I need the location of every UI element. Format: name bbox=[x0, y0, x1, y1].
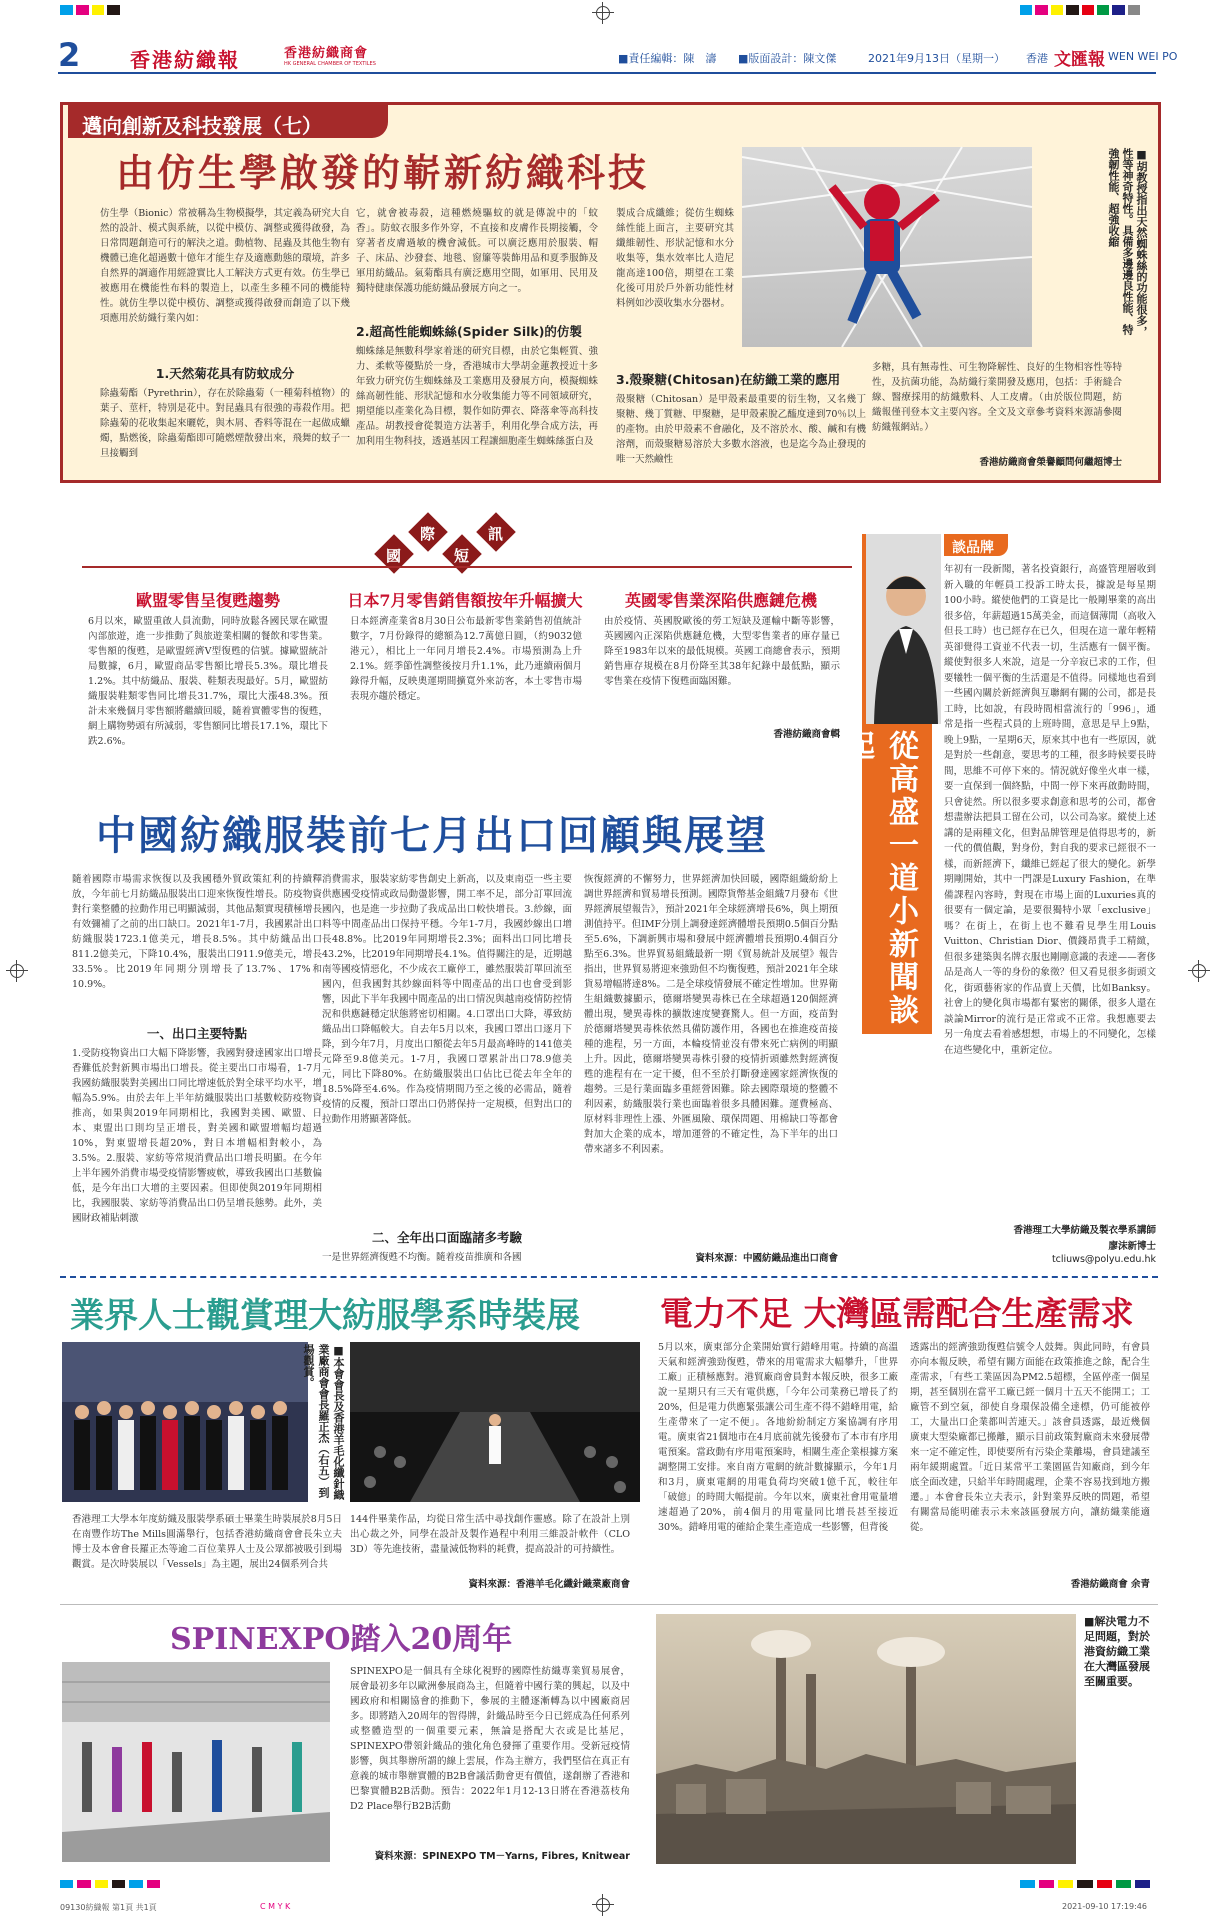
series-headline: 由仿生學啟發的嶄新紡織科技 bbox=[116, 150, 650, 195]
talk-tag-text: 談品牌 bbox=[952, 540, 994, 556]
issue-date: 2021年9月13日（星期一） bbox=[868, 52, 1005, 65]
color-bar-top bbox=[60, 5, 120, 15]
brand-name: 文匯報 bbox=[1054, 50, 1105, 70]
page-number: 2 bbox=[58, 36, 81, 74]
export-sub2: 二、全年出口面臨諸多考驗 bbox=[371, 1230, 522, 1245]
intl-divider bbox=[82, 566, 852, 568]
series-label-text: 邁向創新及科技發展（七） bbox=[82, 114, 322, 138]
fashion-credit: 資料來源：香港羊毛化纖針織業廠商會 bbox=[468, 1579, 630, 1590]
export-col2-end: 一是世界經濟復甦不均衡。隨着疫苗推廣和各國 bbox=[322, 1252, 522, 1263]
color-bar-top bbox=[1020, 5, 1140, 15]
talk-vertical-title: 從高盛一道小新聞談起 bbox=[839, 730, 918, 1027]
fashion-group-illustration bbox=[62, 1342, 308, 1502]
spinexpo-photo bbox=[62, 1662, 330, 1862]
chamber-name: 香港紡織商會 bbox=[284, 46, 369, 61]
editor-credit: ■責任編輯：陳 濤 bbox=[618, 52, 717, 65]
color-bar-bottom bbox=[60, 1880, 160, 1888]
export-col3-text: 恢復經濟的不懈努力，世界經濟加快回暖，國際組織紛紛上調世界經濟和貿易增長預測。國際貨幣基金組織7月發布《世界經濟展望報告》，預計2021年全球經濟增長6%，與上期預測值持平。但IMF分別上調發達經濟體增長預期0.5個百分點至5.6%，下調新興市場和發展中經濟體增長預期0.4個百分點至6.3%。世界貿易組織最新一期《貿易統計及展望》報告指出，世界貿易將迎來強勁但不均衡復甦，預計2021年全球貨易增幅將達8%。二是全球疫情發展不確定性增加。世界衛生組織數據顯示，德爾塔變異毒株已在全球超過120個經濟體出現，變異毒株的擴散速度變賽驚人。但一方面，疫苗對於德爾塔變異毒株依然具備防護作用，各國也在推進疫苗接種的進程，另一方面，本輪疫情並沒有帶來死亡病例的明顯上升。因此，德爾塔變異毒株引發的疫情折頭雖然對經濟復甦的進程有在一定干擾，但不至於打斷發達國家經濟恢復的趨勢。三是行業面臨多重經營困難。除去國際環境的整體不利因素，紡織服裝行業也面臨着很多具體困難。運費極高、原材料非理性上漲、外匯風險、環保問題、用棉缺口等都會對加大企業的成本，增加運營的不確定性，為下半年的出口帶來諸多不利因素。 bbox=[584, 874, 838, 1155]
intl-char-text: 訊 bbox=[488, 525, 504, 543]
intl-article-1-title: 歐盟零售呈復甦趨勢 bbox=[135, 591, 280, 610]
intl-article-2-text: 日本經濟產業省8月30日公布最新零售業銷售初值統計數字，7月份錄得的總額為12.7萬億日圓，（約9032億港元），相比上一年同月增長2.4%。市場預測為上升2.1%。經季節性調整後按月升1.1%，此乃連續兩個月錄得升幅，反映奧運期間擴寬外來訪客，本土零售市場表現亦趨於穩定。 bbox=[350, 616, 582, 702]
registration-mark bbox=[6, 960, 28, 982]
registration-mark bbox=[1188, 960, 1210, 982]
power-plant-photo bbox=[656, 1614, 1076, 1864]
fashion-text-b: 144件畢業作品，均從日常生活中尋找創作靈感。除了在設計上別出心裁之外，同學在設計及製作過程中利用三維設計軟件（CLO 3D）等先進技術，盡量減低物料的耗費，提高設計的可持續性。 bbox=[350, 1514, 630, 1555]
section-divider-2 bbox=[60, 1604, 1158, 1605]
chamber-sub: HK GENERAL CHAMBER OF TEXTILES bbox=[284, 61, 376, 67]
intl-credit: 香港紡織商會輯 bbox=[773, 729, 840, 740]
talk-tag bbox=[944, 534, 1008, 556]
registration-mark bbox=[592, 1894, 614, 1916]
series-col3-text: 製成合成纖維；從仿生蜘蛛絲性能上面言，主要研究其纖維韌性、形狀記憶和水分收集等，集水效率比人造尼龍高達100倍，期望在工業化後可用於戶外新功能性材料例如沙漠收集水分器材。 bbox=[616, 208, 734, 309]
power-col2: 透露出的經濟強勁復甦信號令人鼓舞。與此同時，有會員亦向本報反映，希望有關方面能在政策推進之餘，配合生產需求，「有些工業區因為PM2.5超標，全區停產一個星期，甚至個別在當平工廠已經一個月十五天不能開工；工廠管不到空氣，卻使自身環保設備全達標，仍可能被停工，大量出口企業都叫苦連天。」該會員透露，最近幾個廣東大型染廠都已搬離，顯示目前政策對廠商未來發展帶來一定不確定性，即使要所有污染企業離場，會員建議至兩年緩期處置。「近日某常平工業園區告知廠商，到今年底全面改建，只給半年時間處理，企業不容易找到地方搬遷。」本會會長朱立夫表示，針對業界反映的問題，希望有關當局能明確表示未來該區發展方向，讓紡織業能適從。 bbox=[910, 1342, 1150, 1533]
fashion-runway-illustration bbox=[350, 1342, 640, 1502]
series-s3-title: 3.殼聚糖(Chitosan)在紡織工業的應用 bbox=[616, 372, 841, 387]
intl-char-text: 國 bbox=[386, 547, 402, 565]
series-s1-text: 除蟲菊酯（Pyrethrin），存在於除蟲菊（一種菊科植物）的葉子、莖杆，特別是花中。對昆蟲具有很強的毒殺作用。把除蟲菊的花收集起來曬乾，與木屑、香料等混在一起做成蠟燭，點燃後，除蟲菊酯即可隨燃煙散發出來，飛舞的蚊子一旦接觸到 bbox=[100, 388, 350, 459]
power-plant-illustration bbox=[656, 1614, 1076, 1864]
export-col1-rest: 1.受防疫物資出口大幅下降影響，我國對發達國家出口增長香難低於對新興市場出口增長。從主要出口市場看，1-7月我國紡織服裝對美國出口同比增速低於對全球平均水平，增幅為5.9%。由於去年上半年紡織服裝出口基數較防疫物資推高，如果與2019年同期相比，我國對美國、歐盟、日本、東盟出口則均呈正增長，對美國和歐盟增幅均超過10%，對東盟增長超20%，對日本增幅相對較小，為3.5%。2.服裝、家紡等常規消費品出口增長明顯。在今年上半年國外消費市場受疫情影響疲軟，導致我國出口基數偏低，是今年出口大增的主要因素。但即使與2019年同期相比，我國服裝、家紡等消費品出口仍呈增長態勢。此外，美國財政補貼刺激 bbox=[72, 1048, 322, 1224]
series-col1-intro: 仿生學（Bionic）常被稱為生物模擬學，其定義為研究大自然的設計、模式與系統，以從中模仿、調整或獲得啟發，為日常問題創造可行的解決之道。動植物、昆蟲及其他生物有機體已進化超過數十億年才能生存及適應動態的環境，許多自然界的調適作用經證實比人工解決方式更有效。仿生學已被應用在機能性布料的製造上，以產生多種不同的機能特性。就仿生學以從中模仿、調整或獲得啟發而創造了以下幾項應用於紡織行業內如： bbox=[100, 208, 350, 324]
chamber-logo bbox=[284, 42, 384, 70]
talk-credit-3: tcliuws@polyu.edu.hk bbox=[1051, 1254, 1156, 1265]
series-s1-title: 1.天然菊花具有防蚊成分 bbox=[155, 366, 295, 381]
columnist-photo bbox=[866, 534, 941, 724]
spinexpo-headline: SPINEXPO踏入20周年 bbox=[170, 1622, 513, 1657]
export-col1-intro: 隨着國際市場需求恢復以及我國穩外貿政策紅利的持續釋放，今年前七月紡織品服裝出口迎來恢復性增長。防疫物資對行業整體的拉動作用已明顯減弱，其他品類實現積極增長有效彌補了之前的出口缺口。2021年1-7月，我國累計出口紡織服裝1723.1億美元，增長8.5%。其中紡織品出口811.2億美元，下降10.4%，服裝出口911.9億美元，增長33.5%。比2019年同期分別增長了13.7%、17%和10.9%。 bbox=[72, 874, 322, 990]
power-caption: ■解決電力不足問題，對於港資紡織工業在大灣區發展至關重要。 bbox=[1084, 1615, 1150, 1688]
spiderman-illustration bbox=[742, 147, 1032, 347]
footer-left-slug: 09130紡織報 第1頁 共1頁 bbox=[60, 1903, 157, 1912]
brand-prefix: 香港 bbox=[1026, 52, 1048, 65]
power-col1: 5月以來，廣東部分企業開始實行錯峰用電。持續的高溫天氣和經濟強勁復甦，帶來的用電需求大幅攀升，「世界工廠」正積極應對。港貿廠商會員對本報反映，很多工廠說一星期只有三天有電供應，「今年公司業務已增長了約20%，但是電力供應緊張讓公司生產不得不錯峰用電，給生產帶來了一定不便」。各地紛紛制定方案協調有序用電。廣東省21個地市在4月底前就先後發布了本市有序用電預案。當政動有序用電預案時，相關生產企業根據方案調整開工安排。來自南方電網的統計數據顯示，今年1月和3月，廣東電網的用電負荷均突破1億千瓦，較往年「破億」的時間大幅提前。今年以來，廣東社會用電量增速超過了20%，前4個月的用電量同比增長甚至接近30%。錯峰用電的確給企業生產造成一些影響，但背後 bbox=[658, 1342, 898, 1533]
paper-name: 香港紡織報 bbox=[130, 48, 240, 72]
series-col2-text: 它，就會被毒殺，這種燃燒驅蚊的就是傳說中的「蚊香」。防蚊衣服多作外穿，不直接和皮膚作長期接觸，令穿著者皮膚過敏的機會減低。可以廣泛應用於服裝、帽子、床品、沙發套、地毯、窗簾等裝飾用品和夏季服飾及軍用紡織品。氣菊酯具有廣泛應用空間，如軍用、民用及獨特健康保護功能紡織品發展方向之一。 bbox=[356, 208, 598, 294]
color-bar-bottom bbox=[1020, 1880, 1150, 1888]
fashion-group-photo bbox=[62, 1342, 308, 1502]
series-s3-text: 殼聚糖（Chitosan）是甲殼素最重要的衍生物，又名幾丁聚糖、幾丁質糖、甲聚糖，是甲殼素脫乙醯度達到70％以上的產物。由於甲殼素不會融化，及不溶於水、酸、鹹和有機溶劑，而殼聚糖易溶於大多數水溶液，也是迄今為止發現的唯一天然鹼性 bbox=[616, 394, 866, 465]
designer-credit: ■版面設計：陳文傑 bbox=[738, 52, 837, 65]
section-divider bbox=[60, 1276, 1158, 1278]
intl-char-text: 短 bbox=[454, 547, 470, 565]
power-headline: 電力不足 大灣區需配合生產需求 bbox=[660, 1294, 1134, 1333]
talk-credit-2: 廖沫新博士 bbox=[1108, 1241, 1156, 1252]
spiderman-caption: ■胡教授指出天然蜘蛛絲的功能很多，性等神奇特性。具備多邊邊良性能、特強韌性能、超強收縮 bbox=[1107, 148, 1148, 337]
series-label bbox=[68, 104, 388, 138]
footer-cmyk: C M Y K bbox=[260, 1902, 291, 1911]
fashion-caption: ■本會會長及香港羊毛化纖針織業廠商會會長羅正杰（右五）到場觀賞。 bbox=[302, 1344, 345, 1500]
page-header bbox=[58, 36, 1178, 74]
series-s2-title: 2.超高性能蜘蛛絲(Spider Silk)的仿製 bbox=[356, 324, 582, 339]
spinexpo-credit: 資料來源：SPINEXPO TM－Yarns, Fibres, Knitwear bbox=[374, 1851, 630, 1862]
spinexpo-text: SPINEXPO是一個具有全球化視野的國際性紡織專業貿易展會，展會最初多年以歐洲參展商為主，但隨着中國行業的興起，以及中國政府和相關協會的推動下，參展的主體逐漸轉為以中國廠商居多。即將踏入20周年的智得牌，針織品時至今日已經成為任何系列或整體造型的一個重要元素，無論是搭配大衣或是比基尼，SPINEXPO帶領針織品的強化角色發揮了重要作用。受新冠疫情影響，與其舉辦所謂的線上雲展，作為主辦方，我們堅信在真正有意義的城市舉辦實體的B2B會議活動會更有價值，遂創辦了香港和巴黎實體B2B活動。預告：2022年1月12-13日將在香港荔枝角D2 Place舉行B2B活動 bbox=[350, 1666, 630, 1812]
fashion-text-a: 香港理工大學本年度紡織及服裝學系碩士畢業生時裝展於8月5日在南豐作坊The Mills圓滿舉行，包括香港紡織商會會長朱立夫博士及本會會長羅正杰等逾二百位業界人士及公眾都被吸引到場觀賞。是次時裝展以「Vessels」為主題，展出24個系列合共 bbox=[72, 1514, 342, 1570]
export-credit: 資料來源：中國紡織品進出口商會 bbox=[695, 1253, 838, 1264]
intl-article-3-title: 英國零售業深陷供應鏈危機 bbox=[624, 591, 817, 610]
intl-heading bbox=[380, 512, 520, 572]
brand-en: WEN WEI PO bbox=[1108, 50, 1178, 63]
talk-credit-1: 香港理工大學紡織及製衣學系講師 bbox=[1013, 1225, 1156, 1236]
spiderman-photo bbox=[742, 147, 1032, 347]
export-sub1: 一、出口主要特點 bbox=[146, 1026, 247, 1041]
power-credit: 香港紡織商會 余青 bbox=[1070, 1579, 1150, 1590]
series-s2-text: 蜘蛛絲是無數科學家着迷的研究目標，由於它集輕質、強力、柔軟等優點於一身，香港城市大學胡金蓮教授近十多年致力研究仿生蜘蛛絲及工業應用及發展方向，模擬蜘蛛絲高韌性能、形狀記憶和水分收集能力等不同領域研究，期望能以產業化為目標，製作如防彈衣、降落傘等高科技產品。胡教授會從製造方法著手，利用化學合成方法，再加利用生物科技，透過基因工程讓細胞產生蜘蛛絲蛋白及 bbox=[356, 346, 598, 447]
fashion-runway-photo bbox=[350, 1342, 640, 1502]
footer-right-slug: 2021-09-10 17:19:46 bbox=[1062, 1902, 1147, 1911]
series-credit: 香港紡織商會榮譽顧問何繼超博士 bbox=[979, 457, 1122, 468]
fashion-headline: 業界人士觀賞理大紡服學系時裝展 bbox=[70, 1296, 580, 1336]
export-headline: 中國紡織服裝前七月出口回顧與展望 bbox=[96, 812, 768, 859]
intl-article-1-text: 6月以來，歐盟重啟人員流動，同時放鬆各國民眾在歐盟內部旅遊，進一步推動了與旅遊業相關的餐飲和零售業。零售額的復甦，是歐盟經濟V型復甦的信號。據歐盟統計局數據，6月，歐盟商品零售額比增長5.3%。環比增長1.2%。其中紡織品、服裝、鞋類表現最好。5月，歐盟紡織服裝鞋類零售同比增長31.7%，環比大漲48.3%。預計未來幾個月零售額將繼續回暖，隨着實體零售的復甦，網上購物勢頭有所減弱，零售額同比增長17.1%，環比下跌2.6%。 bbox=[88, 616, 328, 747]
intl-article-2-title: 日本7月零售銷售額按年升幅擴大 bbox=[347, 591, 583, 610]
registration-mark bbox=[592, 2, 614, 24]
intl-char-text: 際 bbox=[420, 525, 436, 543]
columnist-illustration bbox=[866, 534, 941, 724]
series-col4-text: 多糖，具有無毒性、可生物降解性、良好的生物相容性等特性，及抗菌功能，為紡織行業開發及應用，包括：手術縫合線、醫療採用的紡織敷料、人工皮膚。（由於版位問題，紡織報僅刊登本文主要內容。全文及文章參考資料來源請參閱紡織報網站。） bbox=[872, 362, 1122, 433]
spinexpo-illustration bbox=[62, 1662, 330, 1862]
export-col2-text: 消費需求，服裝家紡零售創史上新高，以及東南亞一些主要供應國受疫情或政局動盪影響，開工率不足，部分訂單回流國內，也是進一步拉動了我成品出口較快增長。3.紗線，面料等中間產品出口保持平穩。今年1-7月，我國紗線出口增長48.8%。比2019年同期增長2.3%；面料出口同比增長43.2%，比2019年同期增長4.1%。值得關注的是，近期越南等國疫情惡化，不少成衣工廠停工，雖然服裝訂單回流至國內，但我國對其紗線面料等中間產品的出口也會受到影響，因此下半年我國中間產品的出口情況與越南疫情防控情況和供應鏈穩定狀態將密切相關。4.口罩出口大降，導致紡織品出口降幅較大。自去年5月以來，我國口罩出口逐月下降，到今年7月，月度出口額從去年5月最高峰時的141億美元降至9.8億美元。1-7月，我國口罩累計出口78.9億美元，同比下降80%。在紡織服裝出口佔比已從去年全年的18.5%降至4.6%。作為疫情期間乃至之後的必需品，隨着疫情的反覆，預計口罩出口仍將保持一定規模，但對出口的拉動作用將顯著降低。 bbox=[322, 874, 572, 1125]
talk-text: 年初有一段新聞，著名投資銀行，高盛管理層收到新入職的年輕員工投訴工時太長，據說是每星期100小時。縱使他們的工資是比一般剛畢業的高出很多倍，年薪超過15萬美金，而這個薄閒（高收入但長工時）也已經存在已久，但現在這一輩年輕精英卻覺得工資並不代表一切，生活應有一個平衡。縱使對很多人來說，這是一分辛寂已求的工作，但要犧牲一個平衡的生活還是不值得。同樣地也看到一些國內關於新經濟與互聯網有關的公司，都是長工時，比如說，有段時間相當流行的「996」，通常是指一些程式員的上班時間，意思是早上9點，晚上9點，一星期6天，原來其中也有一些原因，就是對於一些創意，要思考的工種，很多時候要長時間，思維不可停下來的。情況就好像坐火車一樣，要一直保到一個終點，中間一停下來再啟動時間，只會徒然。所以很多要求創意和思考的公司，都會想盡辦法把員工留在公司，以公司為家。縱使上述講的是兩種文化，但對品牌管理是值得思考的，新一代的價值觀，對身份，對自我的要求已經很不一樣，而新經濟下，纖維已經起了很大的變化。新學期剛開始，其中一門課是Luxury Fashion，在準備課程內容時，對現在市場上面的Luxuries真的很要有一個定論，是要很獨特小眾「exclusive」嗎？在街上，在街上也不難看見學生用Louis Vuitton、Christian Dior、價錢昂貴手工精緻，但很多建築與名牌衣服也剛剛意識的表達——奢侈品是高人一等的身份的象徵？但又看見很多街頭文化，街頭藝術家的作品賣上天價，比如Banksy。社會上的變化與市場都有緊密的關係，很多人還在談論Mirror的流行是正常或不正常。我想應要去另一角度去看着感想想，市場上的不同變化，怎樣在這些變化中，重新定位。 bbox=[944, 564, 1156, 1056]
intl-article-3-text: 由於疫情、英國脫歐後的勞工短缺及運輸中斷等影響，英國國內正深陷供應鏈危機，大型零售業者的庫存量已降至1983年以來的最低規模。英國工商總會表示，預期銷售庫存規模在8月份降至其38年紀錄中最低點，顯示零售業在疫情下復甦面臨困難。 bbox=[604, 616, 840, 687]
